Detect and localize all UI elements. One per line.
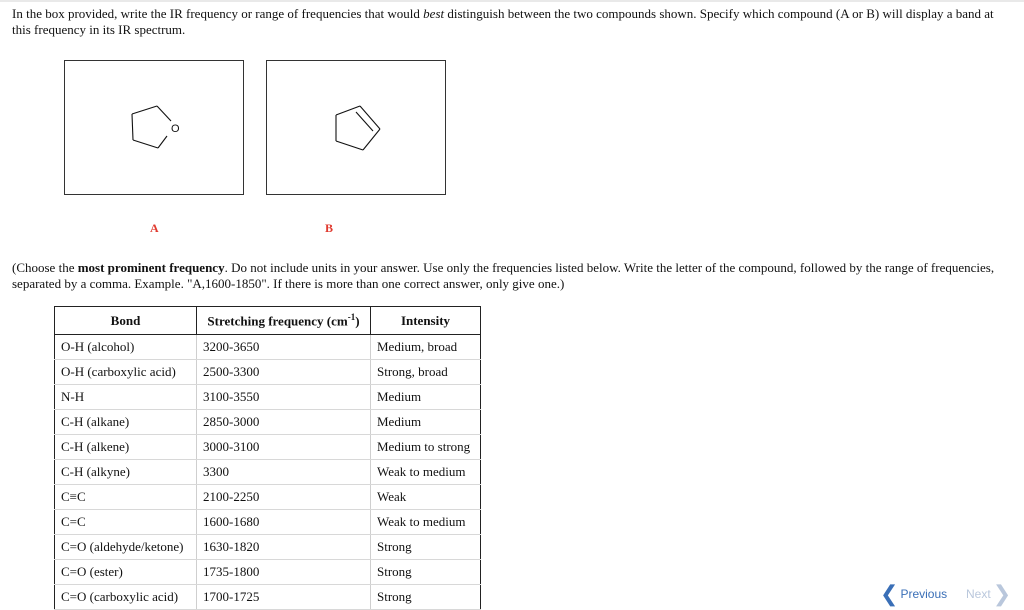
bond [158, 136, 167, 148]
table-header-row [55, 307, 481, 335]
bond [363, 129, 380, 150]
table-row [55, 435, 481, 460]
instructions-bold: most prominent frequency [77, 260, 225, 275]
compound-a-label: A [150, 221, 159, 235]
prompt-text-2: distinguish between the two compounds shown. Specify which compound (A or B) will display a band at this frequency in its IR spectrum. [12, 6, 994, 37]
chevron-left-icon: ❮ [880, 581, 899, 606]
cell-bond: C≡C [55, 485, 197, 510]
cell-bond: C=O (carboxylic acid) [55, 585, 197, 610]
cell-intensity: Weak to medium [371, 510, 481, 535]
table-row [55, 410, 481, 435]
table-row [55, 510, 481, 535]
bond [360, 106, 380, 129]
next-button[interactable] [966, 581, 1012, 606]
cell-freq: 2850-3000 [197, 410, 371, 435]
cell-bond: O-H (alcohol) [55, 335, 197, 360]
header-freq-text: Stretching frequency (cm [207, 313, 348, 329]
bond [132, 114, 133, 140]
previous-button[interactable] [880, 581, 948, 606]
cell-intensity: Medium, broad [371, 335, 481, 360]
prompt-text-1: In the box provided, write the IR frequency or range of frequencies that would [12, 6, 424, 21]
cell-intensity: Strong [371, 560, 481, 585]
double-bond-line [356, 112, 373, 131]
compound-b-label: B [325, 221, 334, 235]
compound-b-box [266, 60, 446, 195]
prompt-emphasis: best [423, 6, 445, 21]
table-row [55, 335, 481, 360]
top-divider [0, 0, 1024, 2]
cell-bond: O-H (carboxylic acid) [55, 360, 197, 385]
oxygen-atom-label: O [171, 123, 180, 135]
cell-bond: C=O (aldehyde/ketone) [55, 535, 197, 560]
cell-intensity: Weak to medium [371, 460, 481, 485]
cell-bond: C-H (alkane) [55, 410, 197, 435]
cell-bond: C-H (alkyne) [55, 460, 197, 485]
cell-bond: C-H (alkene) [55, 435, 197, 460]
table-row [55, 460, 481, 485]
cell-freq: 3300 [197, 460, 371, 485]
header-stretching-frequency [197, 307, 371, 335]
answer-instructions [12, 260, 1002, 292]
compound-a-structure [65, 61, 245, 196]
question-prompt [12, 6, 1007, 38]
cell-bond: C=C [55, 510, 197, 535]
header-bond: Bond [55, 307, 197, 335]
table-row [55, 385, 481, 410]
cell-intensity: Strong [371, 585, 481, 610]
table-row [55, 585, 481, 610]
previous-label: Previous [900, 587, 948, 601]
cell-intensity: Strong, broad [371, 360, 481, 385]
bond [133, 140, 158, 148]
cell-freq: 3100-3550 [197, 385, 371, 410]
cell-bond: C=O (ester) [55, 560, 197, 585]
bond [336, 106, 360, 115]
compound-a-box [64, 60, 244, 195]
cell-intensity: Strong [371, 535, 481, 560]
header-freq-sup: -1 [347, 311, 356, 322]
cell-bond: N-H [55, 385, 197, 410]
header-freq-close: ) [355, 313, 360, 329]
chevron-right-icon: ❯ [992, 581, 1012, 606]
cell-freq: 1735-1800 [197, 560, 371, 585]
instructions-text-2: . Do not include units in your answer. Use only the frequencies listed below. Write the letter of the compound, followed by the range of frequencies, separated by a comma. Example. "A,1600-1850". If there is more than one correct answer, only give one.) [12, 260, 995, 291]
cell-freq: 1630-1820 [197, 535, 371, 560]
table-row [55, 560, 481, 585]
cell-freq: 3200-3650 [197, 335, 371, 360]
instructions-text-1: (Choose the [12, 260, 78, 275]
cell-freq: 3000-3100 [197, 435, 371, 460]
cell-intensity: Medium [371, 385, 481, 410]
next-label: Next [966, 587, 991, 601]
cell-freq: 2100-2250 [197, 485, 371, 510]
table-row [55, 360, 481, 385]
ir-frequency-table [54, 306, 481, 610]
bond [157, 106, 171, 121]
cell-freq: 1600-1680 [197, 510, 371, 535]
bond [336, 141, 363, 150]
compound-b-structure [267, 61, 447, 196]
cell-intensity: Medium [371, 410, 481, 435]
cell-intensity: Medium to strong [371, 435, 481, 460]
cell-intensity: Weak [371, 485, 481, 510]
table-row [55, 535, 481, 560]
table-row [55, 485, 481, 510]
bond [132, 106, 157, 114]
header-intensity: Intensity [371, 307, 481, 335]
cell-freq: 2500-3300 [197, 360, 371, 385]
cell-freq: 1700-1725 [197, 585, 371, 610]
